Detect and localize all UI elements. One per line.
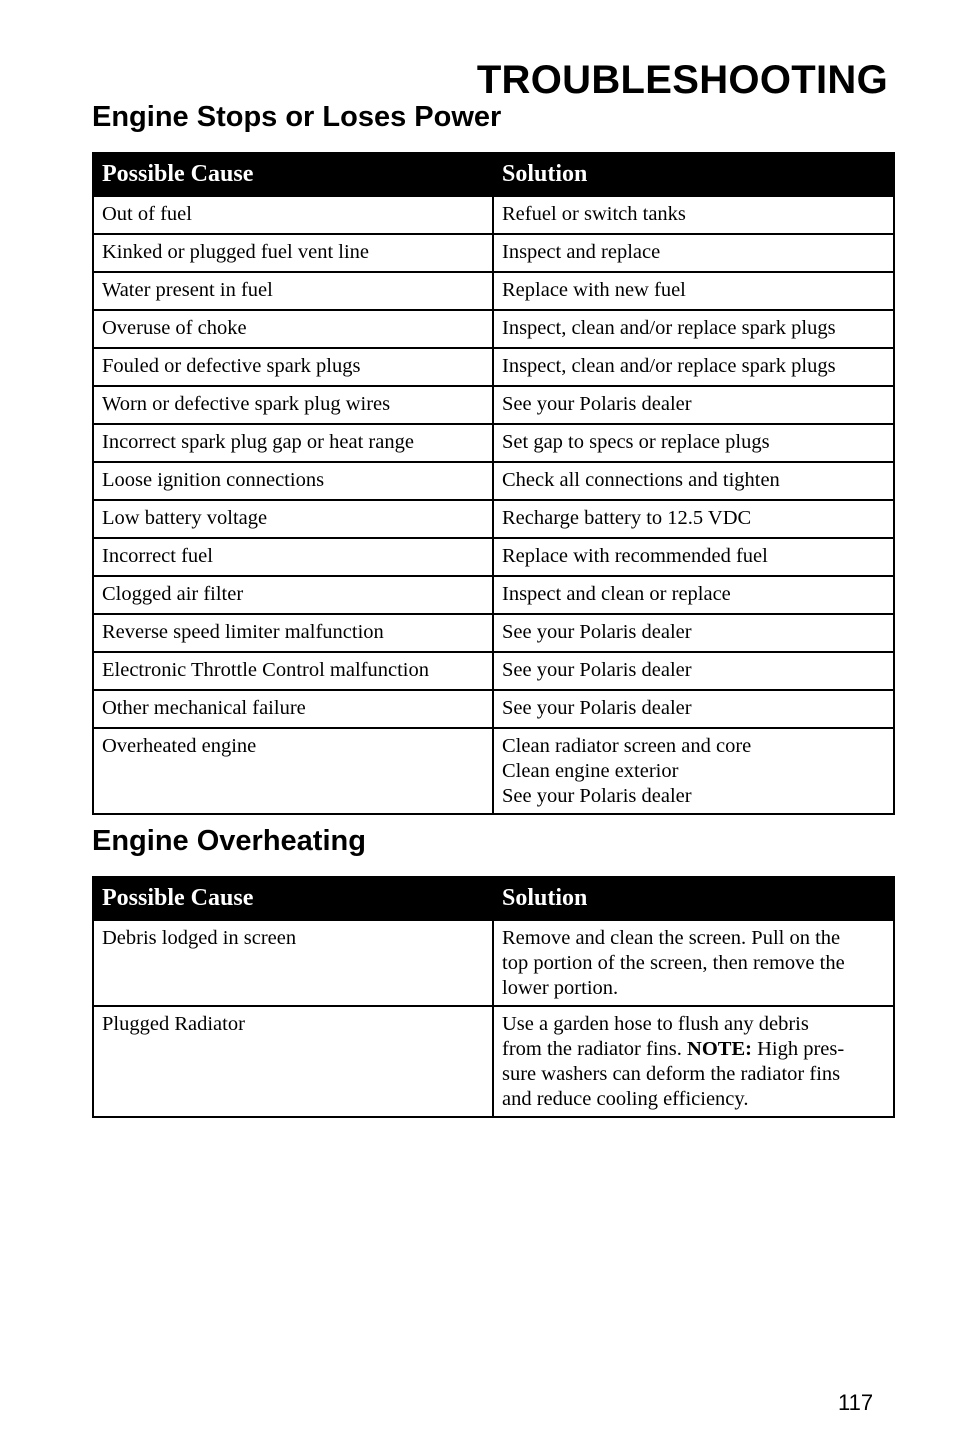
solution-cell: Replace with recommended fuel [493, 538, 894, 576]
section-heading-engine-stops: Engine Stops or Loses Power [92, 101, 502, 133]
solution-cell: See your Polaris dealer [493, 614, 894, 652]
solution-cell [493, 920, 894, 1006]
table-row [93, 310, 894, 348]
solution-text: High pres- [751, 1038, 845, 1060]
solution-cell: Inspect and replace [493, 234, 894, 272]
section-heading-engine-overheating: Engine Overheating [92, 825, 366, 857]
solution-line [502, 1037, 885, 1062]
table-header-row [93, 153, 894, 196]
solution-line: and reduce cooling efficiency. [502, 1088, 749, 1110]
table-row [93, 1006, 894, 1117]
cause-cell: Clogged air filter [93, 576, 493, 614]
table-row [93, 920, 894, 1006]
cause-cell: Other mechanical failure [93, 690, 493, 728]
solution-cell: Inspect, clean and/or replace spark plugs [493, 348, 894, 386]
solution-line: Clean engine exterior [502, 760, 679, 782]
table-row [93, 462, 894, 500]
table-row [93, 500, 894, 538]
solution-line: sure washers can deform the radiator fins [502, 1063, 841, 1085]
table-row [93, 728, 894, 814]
table-row [93, 196, 894, 234]
page-number: 117 [838, 1390, 874, 1415]
solution-cell: See your Polaris dealer [493, 386, 894, 424]
cause-cell: Incorrect spark plug gap or heat range [93, 424, 493, 462]
column-header-cause: Possible Cause [93, 877, 493, 920]
solution-line: See your Polaris dealer [502, 785, 692, 807]
solution-cell: Refuel or switch tanks [493, 196, 894, 234]
column-header-solution: Solution [493, 877, 894, 920]
cause-cell: Low battery voltage [93, 500, 493, 538]
cause-cell: Overheated engine [93, 728, 493, 814]
solution-cell: Replace with new fuel [493, 272, 894, 310]
solution-line: Use a garden hose to flush any debris [502, 1013, 809, 1035]
page-title: TROUBLESHOOTING [476, 58, 888, 102]
column-header-solution: Solution [493, 153, 894, 196]
cause-cell: Kinked or plugged fuel vent line [93, 234, 493, 272]
solution-cell: See your Polaris dealer [493, 652, 894, 690]
cause-cell: Fouled or defective spark plugs [93, 348, 493, 386]
solution-cell: Set gap to specs or replace plugs [493, 424, 894, 462]
cause-cell: Overuse of choke [93, 310, 493, 348]
table-row [93, 652, 894, 690]
table-row [93, 538, 894, 576]
solution-cell: Inspect and clean or replace [493, 576, 894, 614]
cause-cell: Loose ignition connections [93, 462, 493, 500]
table-row [93, 348, 894, 386]
solution-cell: Check all connections and tighten [493, 462, 894, 500]
solution-cell [493, 1006, 894, 1117]
cause-cell: Debris lodged in screen [93, 920, 493, 1006]
table-row [93, 386, 894, 424]
table-row [93, 424, 894, 462]
table-header-row [93, 877, 894, 920]
table-row [93, 234, 894, 272]
table-row [93, 576, 894, 614]
table-row [93, 614, 894, 652]
solution-cell: Recharge battery to 12.5 VDC [493, 500, 894, 538]
cause-cell: Plugged Radiator [93, 1006, 493, 1117]
solution-cell [493, 728, 894, 814]
cause-cell: Worn or defective spark plug wires [93, 386, 493, 424]
note-label: NOTE: [687, 1038, 752, 1060]
solution-text: from the radiator fins. [502, 1038, 688, 1060]
solution-cell: See your Polaris dealer [493, 690, 894, 728]
solution-cell: Inspect, clean and/or replace spark plugs [493, 310, 894, 348]
cause-cell: Incorrect fuel [93, 538, 493, 576]
table-row [93, 690, 894, 728]
solution-line: Clean radiator screen and core [502, 735, 752, 757]
table-row [93, 272, 894, 310]
cause-cell: Out of fuel [93, 196, 493, 234]
cause-cell: Reverse speed limiter malfunction [93, 614, 493, 652]
cause-cell: Electronic Throttle Control malfunction [93, 652, 493, 690]
troubleshooting-table-engine-stops [92, 152, 895, 815]
solution-line: Remove and clean the screen. Pull on the [502, 927, 841, 949]
cause-cell: Water present in fuel [93, 272, 493, 310]
troubleshooting-table-engine-overheating [92, 876, 895, 1118]
column-header-cause: Possible Cause [93, 153, 493, 196]
solution-line: top portion of the screen, then remove the [502, 952, 845, 974]
solution-line: lower portion. [502, 977, 619, 999]
